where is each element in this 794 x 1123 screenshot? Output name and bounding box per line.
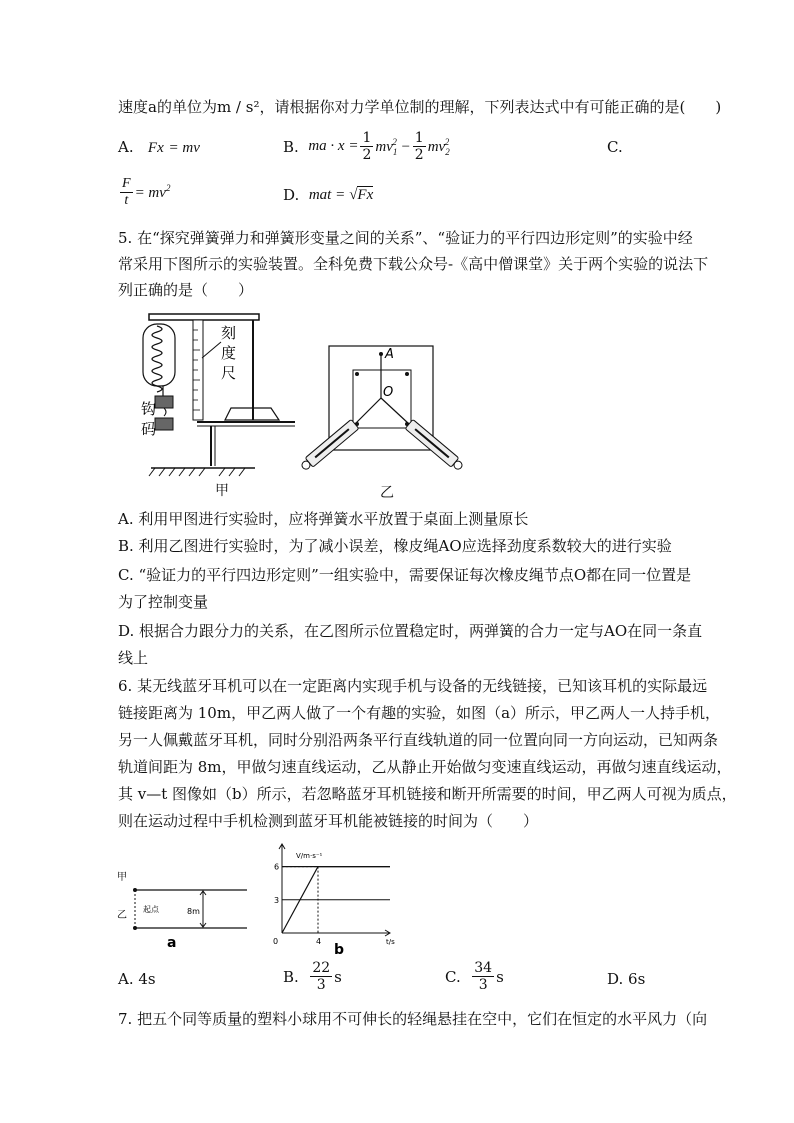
label-8m: 8m [187,907,200,916]
caption-b: b [334,942,345,958]
q6-stem-line-3: 另一人佩戴蓝牙耳机，同时分别沿两条平行直线轨道的同一位置向同一方向运动，已知两条 [118,731,719,749]
q5-option-a[interactable]: A. 利用甲图进行实验时，应将弹簧水平放置于桌面上测量原长 [118,510,529,528]
spring-coil [152,326,162,392]
q4-option-a[interactable]: A. Fx = mv [118,138,200,156]
q6-option-a[interactable]: A. 4s [118,970,156,988]
q6-stem-line-1: 6. 某无线蓝牙耳机可以在一定距离内实现手机与设备的无线链接，已知该耳机的实际最远 [118,677,708,695]
q5-option-d-cont: 线上 [118,649,149,667]
q5-stem-line-3: 列正确的是（ ） [118,281,254,299]
q5-option-c-cont: 为了控制变量 [118,593,209,611]
q7-stem: 7. 把五个同等质量的塑料小球用不可伸长的轻绳悬挂在空中，它们在恒定的水平风力（向 [118,1010,708,1028]
figure-yi [295,340,445,480]
x-tick-0: 0 [273,937,279,946]
q4-option-c-expr[interactable]: $\frac{F}{t}$ = $mv^2$ [122,176,171,208]
q6-option-d[interactable]: D. 6s [607,970,646,988]
q6-stem-line-2: 链接距离为 10m，甲乙两人做了一个有趣的实验，如图（a）所示，甲乙两人一人持手机， [118,704,721,722]
q5-stem-line-2: 常采用下图所示的实验装置。全科免费下载公众号-《高中僧课堂》关于两个实验的说法下 [118,255,709,273]
label-o: O [383,385,394,400]
label-yi-track: 乙 [117,910,127,921]
label-du: 度 [221,344,237,362]
caption-a: a [167,935,177,951]
q4-option-b[interactable]: B. ma · x = $\frac{1}{2}$ $mv_1^2$ − $\frac{1}{2}$ $mv_2^2$ [283,130,450,163]
top-bar [149,314,259,320]
hook-weight-2 [155,418,173,430]
q6-option-b[interactable]: B. $\frac{22}{3}$ s [283,960,342,993]
q5-option-d[interactable]: D. 根据合力跟分力的关系，在乙图所示位置稳定时，两弹簧的合力一定与AO在同一条直 [118,622,703,640]
label-gou: 钩 [141,400,157,418]
q5-option-b[interactable]: B. 利用乙图进行实验时，为了减小误差，橡皮绳AO应选择劲度系数较大的进行实验 [118,537,672,555]
label-ma: 码 [141,420,157,438]
x-axis-label: t/s [386,938,395,946]
hook-weight-1 [155,396,173,408]
label-ke: 刻 [221,324,237,342]
q5-option-c[interactable]: C. “验证力的平行四边形定则”一组实验中，需要保证每次橡皮绳节点O都在同一位置是 [118,566,692,584]
q6-stem-line-4: 轨道间距为 8m，甲做匀速直线运动，乙从静止开始做匀变速直线运动，再做匀速直线运动， [118,758,732,776]
label-a: A [385,347,394,362]
q5-stem-line-1: 5. 在“探究弹簧弹力和弹簧形变量之间的关系”、“验证力的平行四边形定则”的实验中经 [118,229,693,247]
caption-yi: 乙 [380,485,394,501]
q4-option-c-label[interactable]: C. [607,138,623,156]
y-tick-6: 6 [274,862,280,872]
y-axis-label: V/m·s⁻¹ [296,852,323,860]
spring-scale-right [405,419,465,472]
q6-option-c[interactable]: C. $\frac{34}{3}$ s [445,960,504,993]
label-chi: 尺 [221,364,237,382]
q6-stem-line-6: 则在运动过程中手机检测到蓝牙耳机能被链接的时间为（ ） [118,812,539,830]
q4-stem: 速度a的单位为m / s²，请根据你对力学单位制的理解，下列表达式中有可能正确的是( ) [118,98,722,116]
label-start: 起点 [143,905,159,914]
figure-b-vt-chart [270,840,400,958]
x-tick-4: 4 [316,937,322,946]
figure-a [115,870,255,950]
caption-jia: 甲 [215,483,229,499]
y-tick-3: 3 [274,895,280,905]
figure-jia [141,310,305,500]
q4-option-d[interactable]: D. mat = √Fx [283,186,374,204]
label-jia-track: 甲 [117,872,127,883]
q6-stem-line-5: 其 v—t 图像如（b）所示，若忽略蓝牙耳机链接和断开所需要的时间，甲乙两人可视为质点， [118,785,737,803]
